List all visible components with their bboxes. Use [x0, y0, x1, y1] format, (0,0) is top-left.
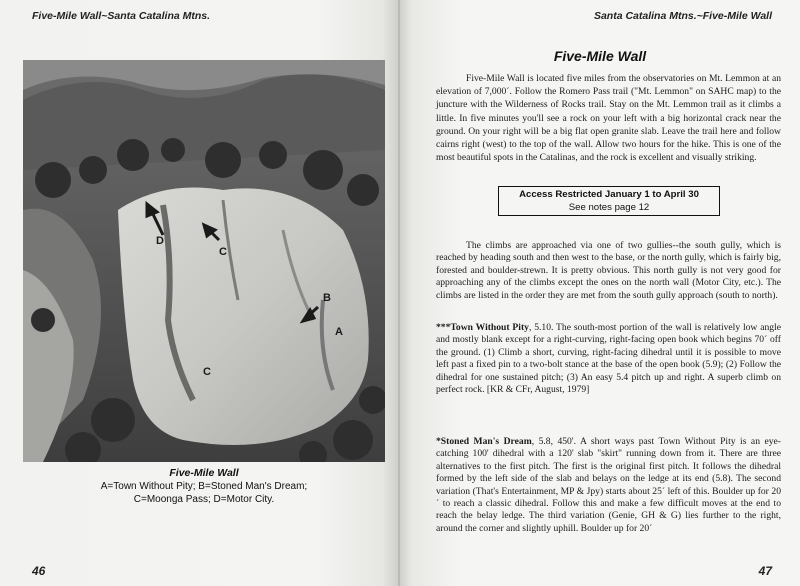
caption-line-2: C=Moonga Pass; D=Motor City. — [133, 494, 275, 505]
right-running-head: Santa Catalina Mtns.~Five-Mile Wall — [593, 10, 772, 22]
approach-text: The climbs are approached via one of two gullies--the south gully, which is reached by heading south and then west to the base, or the north gully, which is fairly big, forested and boulder-strewn. It is pretty obvious. This north gully is not very good for approaching any of the climbs except the ones on the north wall (Motor City, etc.). The climbs are listed in the order they are met from the south gully approach (south to north). — [436, 240, 781, 301]
left-running-head: Five-Mile Wall~Santa Catalina Mtns. — [32, 10, 211, 22]
route-name: *Stoned Man's Dream — [436, 436, 532, 447]
left-page-number: 46 — [32, 564, 46, 578]
route-name: ***Town Without Pity — [436, 322, 529, 333]
photo-label-c-upper: C — [219, 246, 227, 258]
cliff-photo-graphic — [23, 60, 385, 462]
photo-label-c-lower: C — [203, 366, 211, 378]
left-page — [0, 0, 398, 586]
caption-title: Five-Mile Wall — [169, 467, 239, 479]
photo-label-d: D — [156, 235, 164, 247]
photo-caption — [23, 467, 385, 506]
route-entry — [436, 436, 781, 535]
intro-paragraph — [436, 72, 781, 164]
approach-paragraph — [436, 240, 781, 302]
route-entry — [436, 322, 781, 396]
caption-line-1: A=Town Without Pity; B=Stoned Man's Dream; — [100, 481, 308, 492]
intro-text: Five-Mile Wall is located five miles from the observatories on Mt. Lemmon at an elevation of 7,000´. Follow the Romero Pass trail ("Mt. Lemmon" on SAHC map) to the juncture with the Wilderness of Rocks trail. Stay on the Mt. Lemmon trail as it climbs a little. In five minutes you'll see a rock on your left with a big horizontal crack near the ground. On your right will be a big flat open granite slab. Leave the trail here and follow cairns right (west) to the top of the wall. Allow two hours for the hike. This is one of the most beautiful spots in the Catalinas, and the rock is excellent and visually striking. — [436, 73, 781, 164]
right-page-number: 47 — [758, 564, 772, 578]
route-description: , 5.10. The south-most portion of the wall is relatively low angle and mostly blank except for a right-curving, right-facing open book which begins 70´ off the ground. (1) Climb a short, curving, right-facing dihedral until it is possible to move left past a fixed pin to a two-bolt stance at the base of the open book (5.9); (2) Follow the dihedral for one sustained pitch; (3) An easy 5.4 pitch up and right. A superb climb on perfect rock. [KR & CFr, August, 1979] — [436, 322, 781, 396]
route-description: , 5.8, 450'. A short ways past Town Without Pity is an eye-catching 100' dihedral with a 120' slab "skirt" running down from it. There are three alternatives to the first pitch. The first is the original first pitch. It follows the dihedral formed by the left side of the slab and belays on the ledge at its end (5.8). The second variation (That's Entertainment, MP & Jpy) starts about 25´ left of this. Boulder up for 20´ to reach a classic dihedral. Follow this and make a few difficult moves at the end to reach the belay ledge. The third variation (Genie, GH & G) lies further to the right, around the corner and slightly uphill. Boulder up for 20´ — [436, 436, 781, 534]
access-notice-line-1: Access Restricted January 1 to April 30 — [519, 189, 699, 200]
photo-label-b: B — [323, 292, 331, 304]
five-mile-wall-photo — [23, 60, 385, 462]
access-notice-box — [498, 186, 720, 216]
access-notice-line-2: See notes page 12 — [568, 201, 650, 213]
photo-label-a: A — [335, 326, 343, 338]
right-page — [400, 0, 800, 586]
page-title: Five-Mile Wall — [553, 48, 647, 64]
